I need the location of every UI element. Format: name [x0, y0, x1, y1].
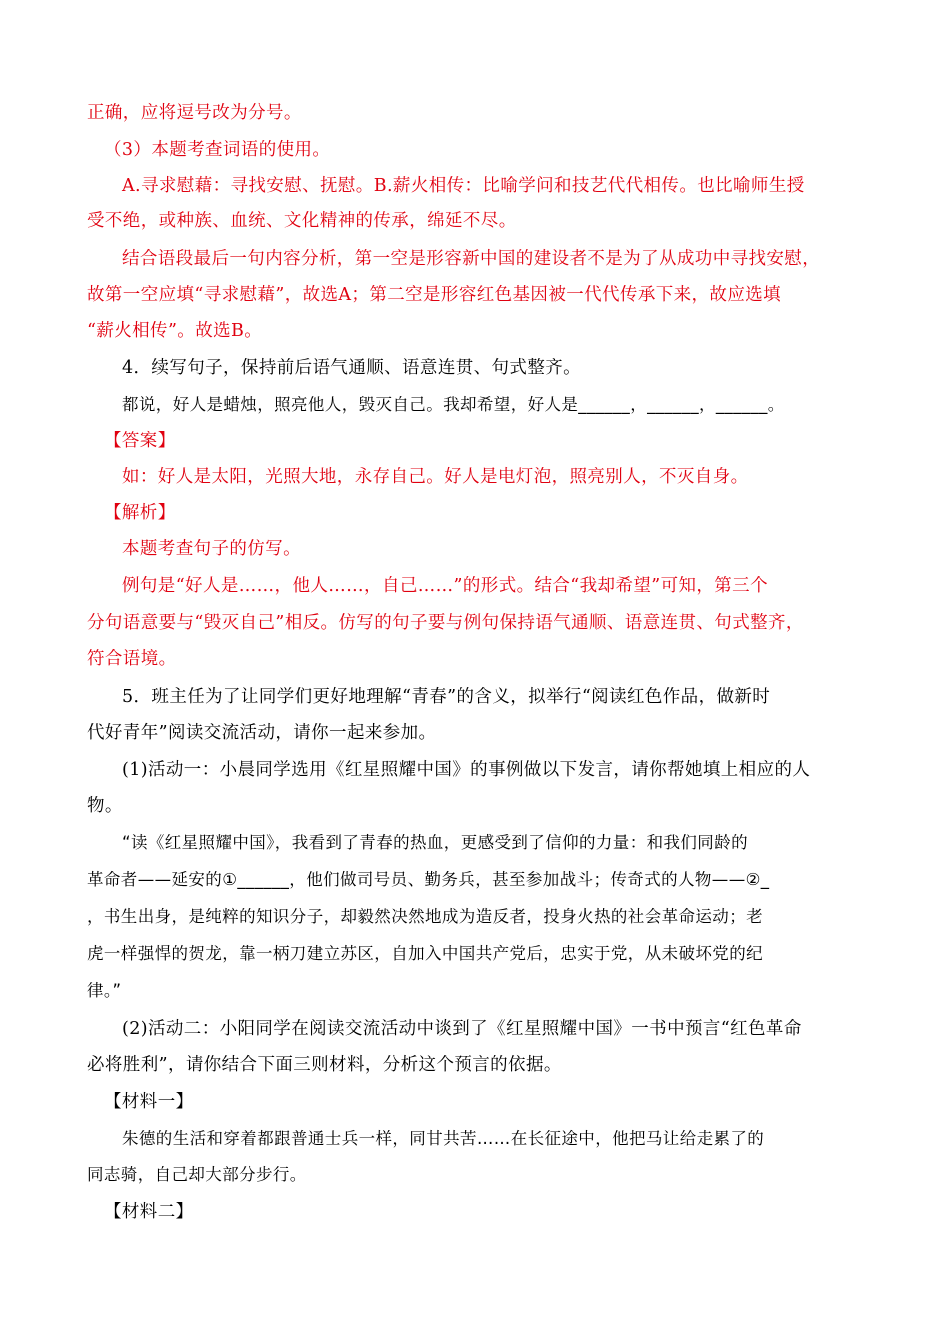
- analysis-text-1: 本题考查句子的仿写。: [122, 539, 301, 559]
- question-4-prompt: 都说，好人是蜡烛，照亮他人，毁灭自己。我却希望，好人是______，______，______。: [122, 395, 785, 414]
- analysis-line-1: 正确，应将逗号改为分号。: [87, 103, 302, 123]
- question-5-title-2: 代好青年”阅读交流活动，请你一起来参加。: [87, 723, 437, 743]
- material-1-text-2: 同志骑，自己却大部分步行。: [87, 1165, 307, 1184]
- activity-2-prompt-1: (2)活动二：小阳同学在阅读交流活动中谈到了《红星照耀中国》一书中预言“红色革命: [122, 1019, 802, 1039]
- quote-line-4: 虎一样强悍的贺龙，靠一柄刀建立苏区，自加入中国共产党后，忠实于党，从未破坏党的纪: [87, 944, 763, 963]
- question-5-title-1: 5．班主任为了让同学们更好地理解“青春”的含义，拟举行“阅读红色作品，做新时: [122, 687, 771, 707]
- analysis-text-3: 分句语意要与“毁灭自己”相反。仿写的句子要与例句保持语气通顺、语意连贯、句式整齐，: [87, 613, 804, 633]
- analysis-line-5: 结合语段最后一句内容分析，第一空是形容新中国的建设者不是为了从成功中寻找安慰，: [122, 249, 821, 269]
- material-2-label: 【材料二】: [104, 1202, 194, 1222]
- analysis-line-4: 受不绝，或种族、血统、文化精神的传承，绵延不尽。: [87, 211, 517, 231]
- question-4-title: 4．续写句子，保持前后语气通顺、语意连贯、句式整齐。: [122, 358, 582, 378]
- analysis-line-7: “薪火相传”。故选B。: [87, 321, 263, 341]
- answer-label: 【答案】: [104, 431, 176, 451]
- activity-2-prompt-2: 必将胜利”，请你结合下面三则材料，分析这个预言的依据。: [87, 1055, 562, 1075]
- material-1-text-1: 朱德的生活和穿着都跟普通士兵一样，同甘共苦……在长征途中，他把马让给走累了的: [122, 1129, 765, 1148]
- quote-line-5: 律。”: [87, 981, 122, 1000]
- analysis-line-2: （3）本题考查词语的使用。: [104, 140, 331, 160]
- activity-1-prompt-1: (1)活动一：小晨同学选用《红星照耀中国》的事例做以下发言，请你帮她填上相应的人: [122, 760, 811, 780]
- analysis-text-4: 符合语境。: [87, 649, 177, 669]
- analysis-line-3: A.寻求慰藉：寻找安慰、抚慰。B.薪火相传：比喻学问和技艺代代相传。也比喻师生授: [122, 176, 805, 196]
- analysis-label: 【解析】: [104, 503, 176, 523]
- quote-line-1: “读《红星照耀中国》，我看到了青春的热血，更感受到了信仰的力量：和我们同龄的: [122, 833, 748, 852]
- quote-line-2: 革命者——延安的①______，他们做司号员、勤务兵，甚至参加战斗；传奇式的人物——②_: [87, 870, 770, 889]
- analysis-text-2: 例句是“好人是……，他人……，自己……”的形式。结合“我却希望”可知，第三个: [122, 576, 768, 596]
- analysis-line-6: 故第一空应填“寻求慰藉”，故选A；第二空是形容红色基因被一代代传承下来，故应选填: [87, 285, 782, 305]
- material-1-label: 【材料一】: [104, 1092, 194, 1112]
- activity-1-prompt-2: 物。: [87, 796, 123, 816]
- answer-text: 如：好人是太阳，光照大地，永存自己。好人是电灯泡，照亮别人，不灭自身。: [122, 467, 749, 487]
- quote-line-3: ，书生出身，是纯粹的知识分子，却毅然决然地成为造反者，投身火热的社会革命运动；老: [87, 907, 763, 926]
